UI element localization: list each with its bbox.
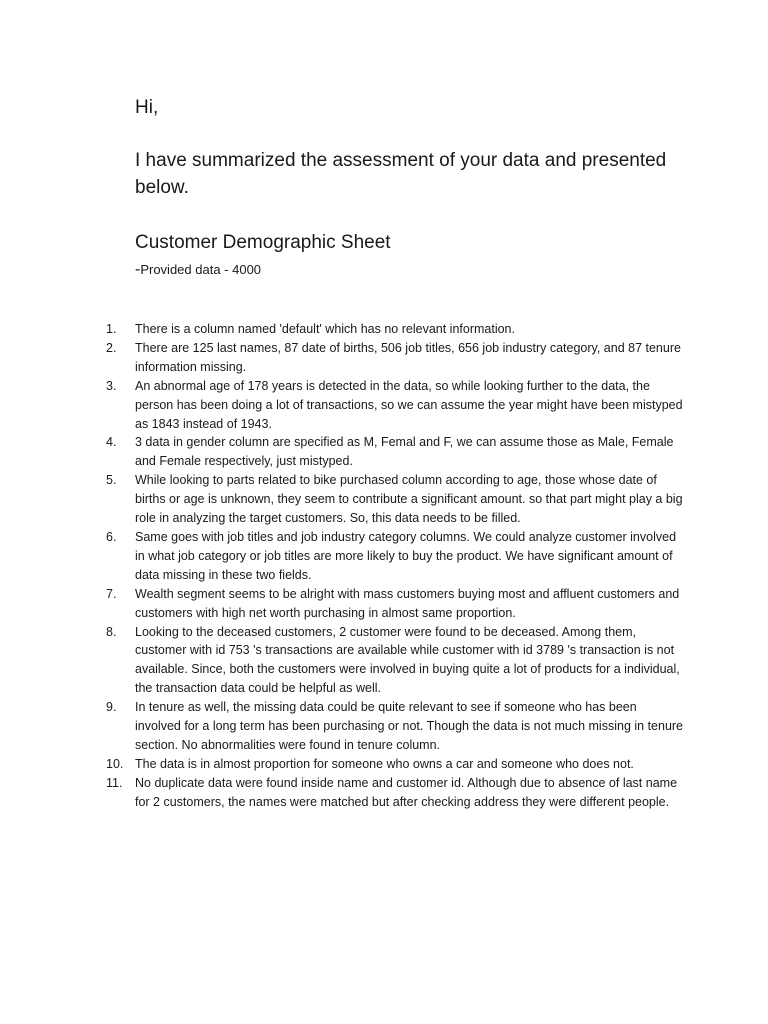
list-item-number: 2.: [106, 340, 117, 355]
list-item-text: Looking to the deceased customers, 2 customer were found to be deceased. Among them, customer with id 753 's transactions are available while customer with id 3789 's transaction is not available. Since, both the customers were involved in buying quite a lot of products for a individual, the transaction data could be helpful as well.: [135, 624, 680, 696]
list-item: [0, 320, 768, 339]
list-item-text: While looking to parts related to bike purchased column according to age, those whose date of births or age is unknown, they seem to contribute a significant amount. so that part might play a big role in analyzing the target customers. So, this data needs to be filled.: [135, 473, 683, 526]
list-item-text: There are 125 last names, 87 date of births, 506 job titles, 656 job industry category, and 87 tenure information missing.: [135, 340, 681, 374]
findings-list: [0, 320, 768, 812]
list-item-number: 8.: [106, 624, 117, 639]
list-item-text: There is a column named 'default' which has no relevant information.: [135, 322, 515, 336]
greeting-text: Hi,: [135, 97, 159, 118]
list-item: [0, 623, 768, 699]
list-item-number: 11.: [106, 775, 123, 790]
list-item-number: 10.: [106, 756, 124, 771]
list-item: [0, 471, 768, 528]
list-item-number: 7.: [106, 586, 117, 601]
list-item: [0, 585, 768, 623]
list-item: [0, 377, 768, 434]
list-item: [0, 755, 768, 774]
list-item-number: 3.: [106, 378, 117, 393]
list-item-text: No duplicate data were found inside name and customer id. Although due to absence of last name for 2 customers, the names were matched but after checking address they were different people.: [135, 775, 678, 809]
subline-dash: -: [135, 261, 141, 278]
list-item-text: The data is in almost proportion for someone who owns a car and someone who does not.: [135, 756, 634, 771]
list-item-number: 5.: [106, 473, 117, 488]
list-item-number: 1.: [106, 322, 117, 336]
list-item: [0, 339, 768, 377]
list-item-text: In tenure as well, the missing data could be quite relevant to see if someone who has been involved for a long term has been purchasing or not. Though the data is not much missing in tenure section. No abnormalities were found in tenure column.: [135, 700, 684, 752]
section-heading: Customer Demographic Sheet: [135, 232, 391, 253]
provided-data-text: Provided data - 4000: [140, 262, 262, 277]
intro-paragraph: I have summarized the assessment of your data and presented below.: [135, 150, 667, 198]
list-item-text: 3 data in gender column are specified as M, Femal and F, we can assume those as Male, Female and Female respectively, just mistyped.: [135, 435, 674, 469]
list-item: [0, 528, 768, 585]
provided-data-line: [135, 261, 261, 279]
list-item-text: Wealth segment seems to be alright with mass customers buying most and affluent customers and customers with high net worth purchasing in almost same proportion.: [135, 586, 680, 620]
list-item: [0, 774, 768, 812]
list-item-text: An abnormal age of 178 years is detected in the data, so while looking further to the data, the person has been doing a lot of transactions, so we can assume the year might have been mistyped as 1843 instead of 1943.: [135, 378, 683, 431]
list-item-number: 4.: [106, 435, 117, 450]
list-item: [0, 433, 768, 471]
list-item-number: 6.: [106, 529, 117, 544]
list-item-number: 9.: [106, 700, 117, 715]
list-item: [0, 698, 768, 755]
list-item-text: Same goes with job titles and job industry category columns. We could analyze customer involved in what job category or job titles are more likely to buy the product. We have significant amount of data missing in these two fields.: [135, 529, 677, 582]
